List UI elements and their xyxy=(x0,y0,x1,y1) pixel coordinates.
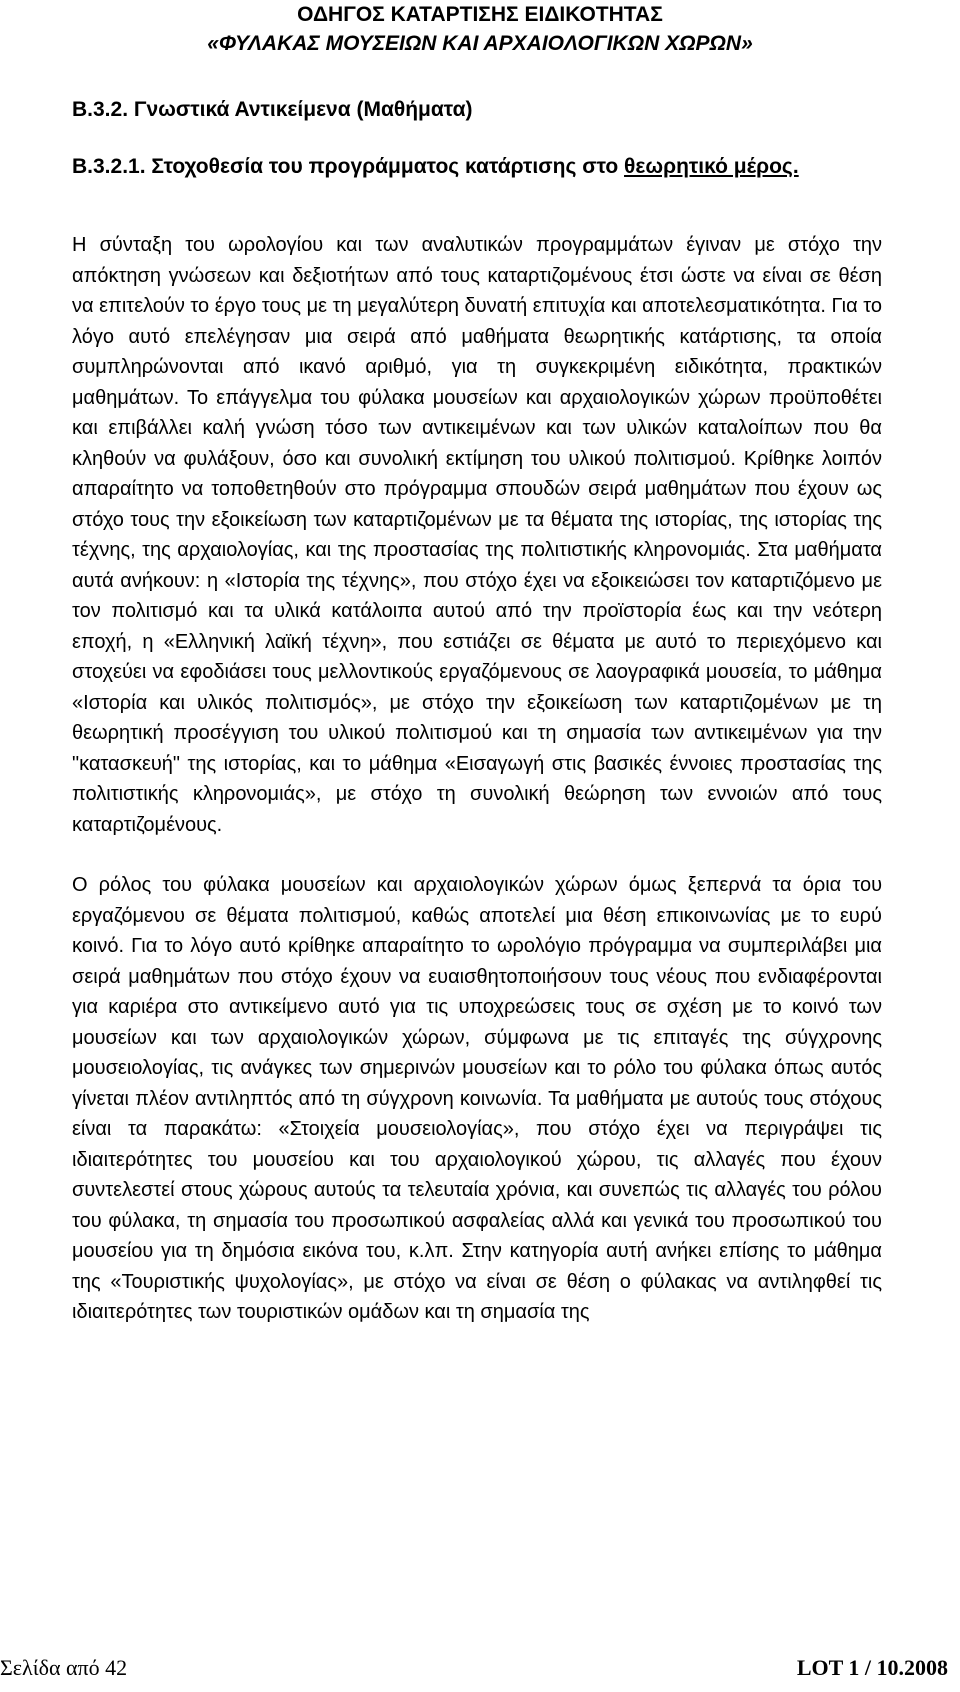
page-content xyxy=(72,95,882,1328)
subsection-title-underlined: θεωρητικό μέρος. xyxy=(624,155,799,178)
subsection-title-prefix: Β.3.2.1. Στοχοθεσία του προγράμματος κατάρτισης στο xyxy=(72,155,625,178)
page-number: Σελίδα από 42 xyxy=(0,1655,128,1680)
section-title: Β.3.2. Γνωστικά Αντικείμενα (Μαθήματα) xyxy=(72,98,473,121)
document-subtitle: «ΦΥΛΑΚΑΣ ΜΟΥΣΕΙΩΝ ΚΑΙ ΑΡΧΑΙΟΛΟΓΙΚΩΝ ΧΩΡΩΝ» xyxy=(207,32,753,55)
page-footer xyxy=(0,1655,960,1687)
document-title: ΟΔΗΓΟΣ ΚΑΤΑΡΤΙΣΗΣ ΕΙΔΙΚΟΤΗΤΑΣ xyxy=(297,3,663,26)
subsection-title xyxy=(72,152,882,182)
body-paragraph-2: Ο ρόλος του φύλακα μουσείων και αρχαιολογικών χώρων όμως ξεπερνά τα όρια του εργαζόμενου σε θέματα πολιτισμού, καθώς αποτελεί μια θέση επικοινωνίας με το ευρύ κοινό. Για το λόγο αυτό κρίθηκε απαραίτητο το ωρολόγιο πρόγραμμα να συμπεριλάβει μια σειρά μαθημάτων που στόχο έχουν να ευαισθητοποιήσουν τους νέους που ενδιαφέρονται για καριέρα στο αντικείμενο αυτό για τις υποχρεώσεις τους σε σχέση με το κοινό των μουσείων και των αρχαιολογικών χώρων, σύμφωνα με τις επιταγές της σύγχρονης μουσειολογίας, τις ανάγκες των σημερινών μουσείων και το ρόλο του φύλακα όπως αυτός γίνεται πλέον αντιληπτός από τη σύγχρονη κοινωνία. Τα μαθήματα με αυτούς τους στόχους είναι τα παρακάτω: «Στοιχεία μουσειολογίας», που στόχο έχει να περιγράψει τις ιδιαιτερότητες του μουσείου και του αρχαιολογικού χώρου, τις αλλαγές που έχουν συντελεστεί στους χώρους αυτούς τα τελευταία χρόνια, και συνεπώς τις αλλαγές του ρόλου του φύλακα, τη σημασία του προσωπικού ασφαλείας αλλά και γενικά του προσωπικού του μουσείου για τη δημόσια εικόνα του, κ.λπ. Στην κατηγορία αυτή ανήκει επίσης το μάθημα της «Τουριστικής ψυχολογίας», με στόχο να είναι σε θέση ο φύλακας να αντιληφθεί τις ιδιαιτερότητες των τουριστικών ομάδων και τη σημασία της xyxy=(72,874,882,1323)
body-paragraph-1: Η σύνταξη του ωρολογίου και των αναλυτικών προγραμμάτων έγιναν με στόχο την απόκτηση γνώσεων και δεξιοτήτων από τους καταρτιζομένους έτσι ώστε να είναι σε θέση να επιτελούν το έργο τους με τη μεγαλύτερη δυνατή επιτυχία και αποτελεσματικότητα. Για το λόγο αυτό επελέγησαν μια σειρά από μαθήματα θεωρητικής κατάρτισης, τα οποία συμπληρώνονται από ικανό αριθμό, για τη συγκεκριμένη ειδικότητα, πρακτικών μαθημάτων. Το επάγγελμα του φύλακα μουσείων και αρχαιολογικών χώρων προϋποθέτει και επιβάλλει καλή γνώση τόσο των αντικειμένων και των υλικών καταλοίπων που θα κληθούν να φυλάξουν, όσο και συνολική εκτίμηση του υλικού πολιτισμού. Κρίθηκε λοιπόν απαραίτητο να τοποθετηθούν στο πρόγραμμα σπουδών σειρά μαθημάτων που έχουν ως στόχο τους την εξοικείωση των καταρτιζομένων με τα θέματα της ιστορίας, της ιστορίας της τέχνης, της αρχαιολογίας, και της προστασίας της πολιτιστικής κληρονομιάς. Στα μαθήματα αυτά ανήκουν: η «Ιστορία της τέχνης», που στόχο έχει να εξοικειώσει τον καταρτιζόμενο με τον πολιτισμό και τα υλικά κατάλοιπα αυτού από την προϊστορία έως και την νεότερη εποχή, η «Ελληνική λαϊκή τέχνη», που εστιάζει σε θέματα με αυτό το περιεχόμενο και στοχεύει να εφοδιάσει τους μελλοντικούς εργαζόμενους σε λαογραφικά μουσεία, το μάθημα «Ιστορία και υλικός πολιτισμός», με στόχο την εξοικείωση των καταρτιζομένων με τη θεωρητική προσέγγιση του υλικού πολιτισμού και τη σημασία των αντικειμένων για την "κατασκευή" της ιστορίας, και το μάθημα «Εισαγωγή στις βασικές έννοιες προστασίας της πολιτιστικής κληρονομιάς», με στόχο τη συνολική θεώρηση των εννοιών από τους καταρτιζομένους. xyxy=(72,234,882,836)
document-code: LOT 1 / 10.2008 xyxy=(796,1655,948,1680)
page-header xyxy=(0,0,960,58)
